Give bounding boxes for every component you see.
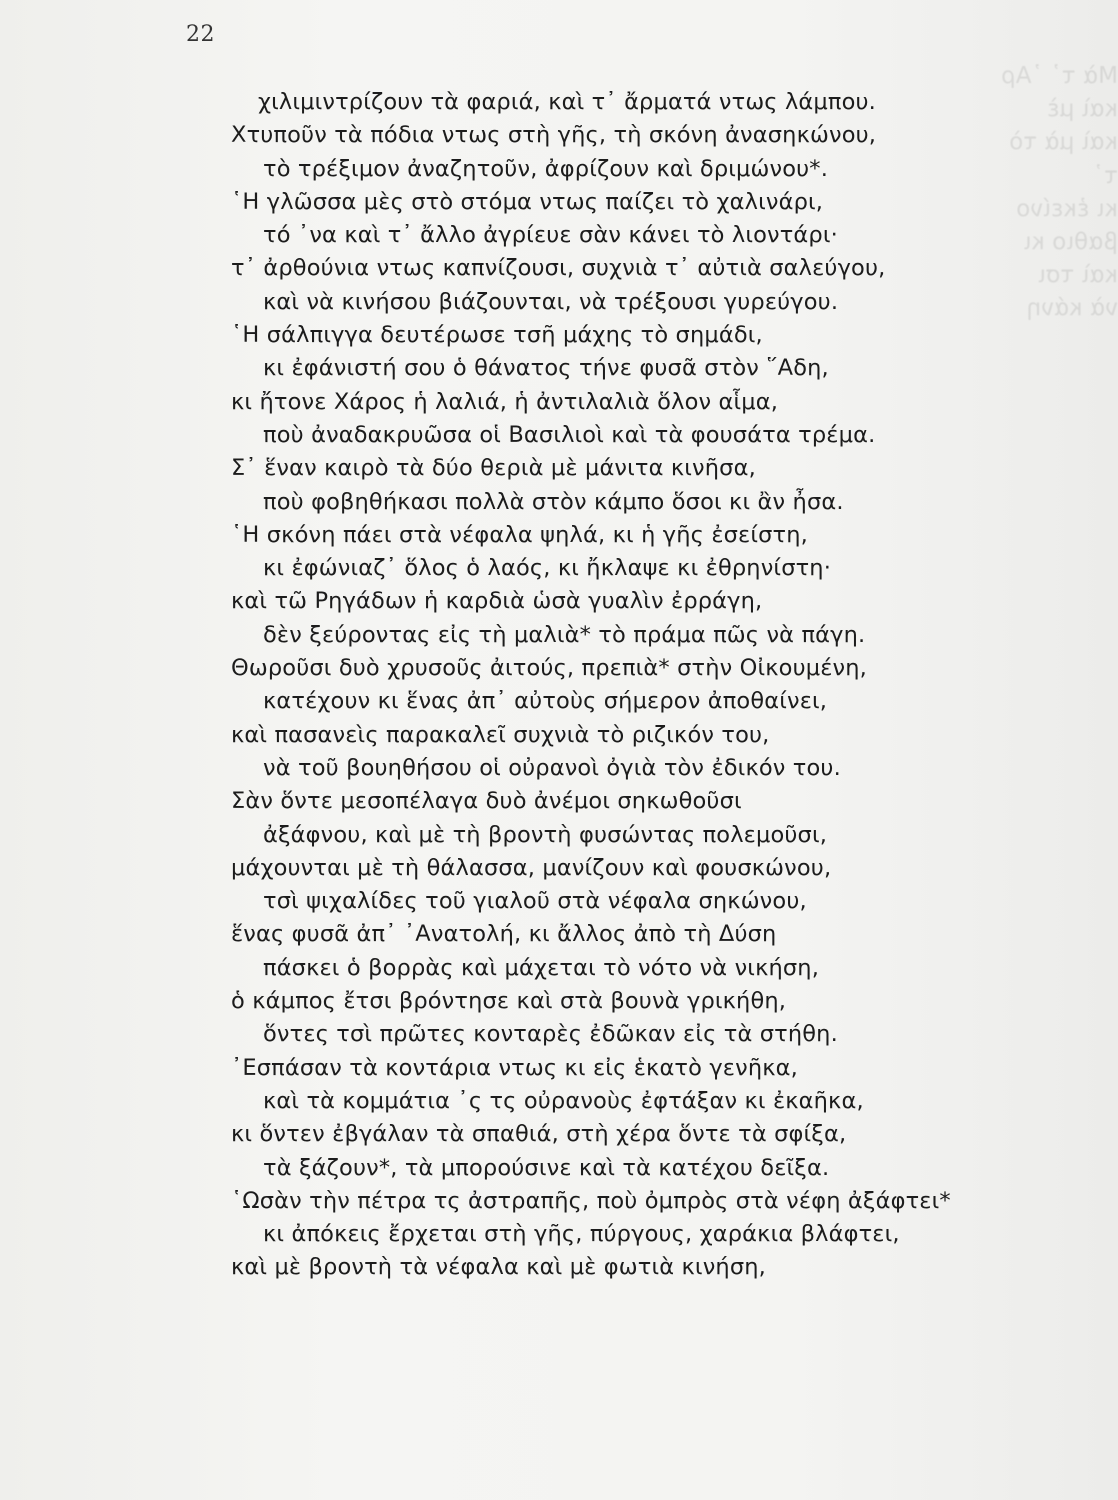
verse-line: ῾Η σκόνη πάει στὰ νέφαλα ψηλά, κι ἡ γῆς ἐσείστη, [231, 521, 808, 548]
verse-line: ᾽Εσπάσαν τὰ κοντάρια ντως κι εἰς ἑκατὸ γενῆκα, [231, 1054, 798, 1081]
verse-line: Χτυποῦν τὰ πόδια ντως στὴ γῆς, τὴ σκόνη ἀνασηκώνου, [231, 122, 877, 149]
verse-line: ἀξάφνου, καὶ μὲ τὴ βροντὴ φυσώντας πολεμοῦσι, [263, 821, 828, 848]
verse-line: χιλιμιντρίζουν τὰ φαριά, καὶ τ᾽ ἄρματά ντως λάμπου. [258, 89, 876, 115]
verse-line: καὶ τῶ Ρηγάδων ἡ καρδιὰ ὡσὰ γυαλὶν ἐρράγη, [231, 588, 763, 615]
verse-line: κι ἐφάνιστή σου ὁ θάνατος τήνε φυσᾶ στὸν ῞Αδη, [263, 355, 829, 382]
verse-line: καὶ νὰ κινήσου βιάζουνται, νὰ τρέξουσι γυρεύγου. [263, 288, 839, 315]
verse-line: καὶ πασανεὶς παρακαλεῖ συχνιὰ τὸ ριζικόν του, [231, 721, 770, 748]
verse-line: κατέχουν κι ἕνας ἀπ᾽ αὐτοὺς σήμερον ἀποθαίνει, [263, 688, 828, 715]
verse-line: τὸ τρέξιμον ἀναζητοῦν, ἀφρίζουν καὶ δριμώνου*. [263, 155, 828, 182]
verse-line: ἕνας φυσᾶ ἀπ᾽ ᾽Ανατολή, κι ἄλλος ἀπὸ τὴ Δύση [231, 921, 777, 948]
verse-line: Θωροῦσι δυὸ χρυσοῦς ἀιτούς, πρεπιὰ* στὴν Οἰκουμένη, [231, 655, 867, 682]
verse-line: Σὰν ὅντε μεσοπέλαγα δυὸ ἀνέμοι σηκωθοῦσι [231, 788, 742, 815]
verse-line: κι ὅντεν ἐβγάλαν τὰ σπαθιά, στὴ χέρα ὅντε τὰ σφίξα, [231, 1121, 847, 1148]
verse-line: δὲν ξεύροντας εἰς τὴ μαλιὰ* τὸ πράμα πῶς νὰ πάγη. [263, 621, 866, 648]
verse-line: τσὶ ψιχαλίδες τοῦ γιαλοῦ στὰ νέφαλα σηκώνου, [263, 888, 807, 915]
verse-line: κι ἀπόκεις ἔρχεται στὴ γῆς, πύργους, χαράκια βλάφτει, [263, 1221, 900, 1248]
verse-line: ὁ κάμπος ἔτσι βρόντησε καὶ στὰ βουνὰ γρικήθη, [231, 988, 787, 1015]
show-through-text: Μὰ τ᾽ ᾽Αρ καὶ μὲ καὶ μὰ τὸ τ᾽ κι ἐκείνο βαθιο κι καὶ τσι νὰ κάνη [1001, 63, 1118, 322]
poem-text [0, 86, 1118, 1285]
verse-line: κι ἐφώνιαζ᾽ ὅλος ὁ λαός, κι ἤκλαψε κι ἐθρηνίστη· [263, 555, 832, 582]
verse-line: καὶ μὲ βροντὴ τὰ νέφαλα καὶ μὲ φωτιὰ κινήση, [231, 1254, 766, 1281]
verse-line: καὶ τὰ κομμάτια ᾽ς τς οὐρανοὺς ἐφτάξαν κι ἐκαῆκα, [263, 1087, 864, 1114]
verse-line: ποὺ ἀναδακρυῶσα οἱ Βασιλιοὶ καὶ τὰ φουσάτα τρέμα. [263, 421, 876, 448]
verse-line: τό ᾽να καὶ τ᾽ ἄλλο ἀγρίευε σὰν κάνει τὸ λιοντάρι· [263, 222, 838, 249]
verse-line: τ᾽ ἀρθούνια ντως καπνίζουσι, συχνιὰ τ᾽ αὐτιὰ σαλεύγου, [231, 255, 886, 282]
verse-line: πάσκει ὁ βορρὰς καὶ μάχεται τὸ νότο νὰ νικήση, [263, 954, 820, 981]
page-number: 22 [186, 22, 215, 47]
verse-line: τὰ ξάζουν*, τὰ μπορούσινε καὶ τὰ κατέχου δεῖξα. [263, 1154, 830, 1181]
verse-line: Σ᾽ ἕναν καιρὸ τὰ δύο θεριὰ μὲ μάνιτα κινῆσα, [231, 455, 756, 482]
verse-line: μάχουνται μὲ τὴ θάλασσα, μανίζουν καὶ φουσκώνου, [231, 854, 832, 881]
verse-line: νὰ τοῦ βουηθήσου οἱ οὐρανοὶ ὀγιὰ τὸν ἐδικόν του. [263, 754, 841, 781]
verse-line: ῾Ωσὰν τὴν πέτρα τς ἀστραπῆς, ποὺ ὀμπρὸς στὰ νέφη ἀξάφτει* [231, 1187, 951, 1214]
verse-line: ῾Η σάλπιγγα δευτέρωσε τσῆ μάχης τὸ σημάδι, [231, 322, 763, 349]
verse-line: ῾Η γλῶσσα μὲς στὸ στόμα ντως παίζει τὸ χαλινάρι, [231, 188, 824, 215]
verse-line: ὅντες τσὶ πρῶτες κονταρὲς ἐδῶκαν εἰς τὰ στήθη. [263, 1021, 838, 1048]
verse-line: ποὺ φοβηθήκασι πολλὰ στὸν κάμπο ὅσοι κι ἂν ἦσα. [263, 488, 844, 515]
verse-line: κι ἤτονε Χάρος ἡ λαλιά, ἡ ἀντιλαλιὰ ὅλον αἷμα, [231, 388, 778, 415]
